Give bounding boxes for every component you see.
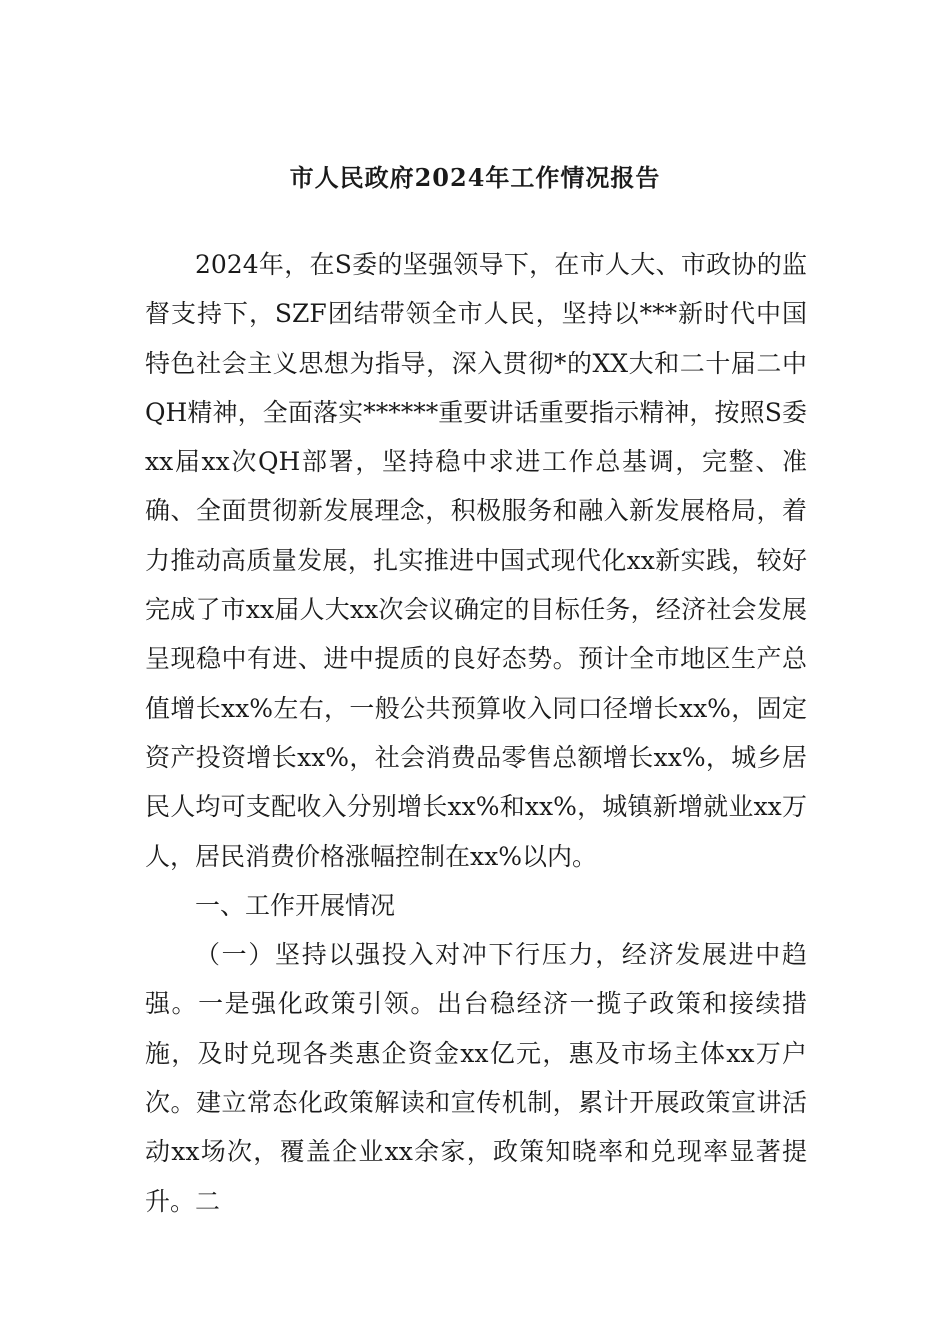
paragraph-subsection-1: （一）坚持以强投入对冲下行压力，经济发展进中趋强。一是强化政策引领。出台稳经济一揽子政策和接续措施，及时兑现各类惠企资金xx亿元，惠及市场主体xx万户次。建立常态化政策解读和宣传机制，累计开展政策宣讲活动xx场次，覆盖企业xx余家，政策知晓率和兑现率显著提升。二 bbox=[145, 940, 807, 1216]
document-body bbox=[145, 240, 807, 1226]
section-heading: 一、工作开展情况 bbox=[195, 890, 396, 920]
paragraph-intro: 2024年，在S委的坚强领导下，在市人大、市政协的监督支持下，SZF团结带领全市人民，坚持以***新时代中国特色社会主义思想为指导，深入贯彻*的XX大和二十届二中QH精神，全面落实******重要讲话重要指示精神，按照S委xx届xx次QH部署，坚持稳中求进工作总基调，完整、准确、全面贯彻新发展理念，积极服务和融入新发展格局，着力推动高质量发展，扎实推进中国式现代化xx新实践，较好完成了市xx届人大xx次会议确定的目标任务，经济社会发展呈现稳中有进、进中提质的良好态势。预计全市地区生产总值增长xx%左右，一般公共预算收入同口径增长xx%，固定资产投资增长xx%，社会消费品零售总额增长xx%，城乡居民人均可支配收入分别增长xx%和xx%，城镇新增就业xx万人，居民消费价格涨幅控制在xx%以内。 bbox=[145, 250, 807, 871]
document-title: 市人民政府2024年工作情况报告 bbox=[289, 163, 661, 192]
